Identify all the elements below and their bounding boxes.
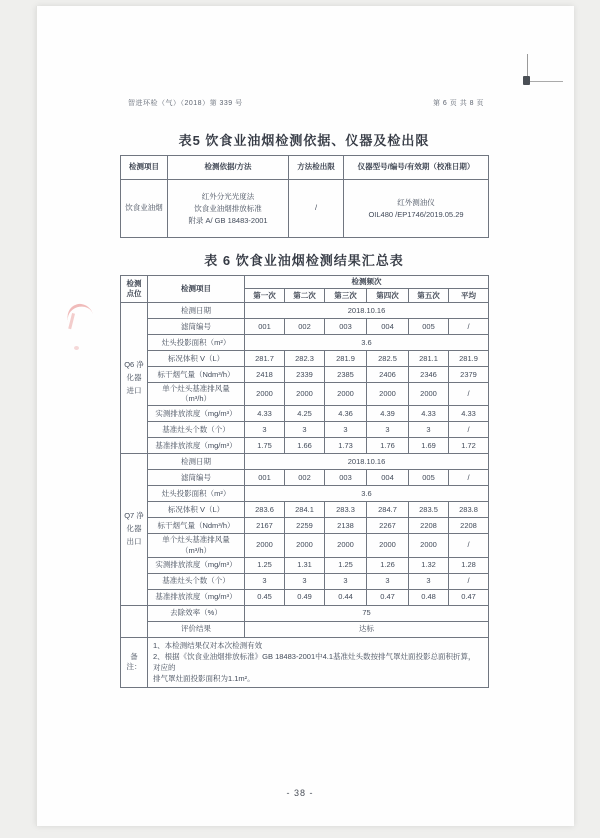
cell-value: 2385 — [325, 367, 367, 383]
table-row — [121, 470, 489, 486]
cell-value: 283.8 — [449, 502, 489, 518]
cell-value: / — [449, 470, 489, 486]
col-header-freq-5: 第五次 — [409, 289, 449, 303]
page-indicator: 第 6 页 共 8 页 — [432, 100, 484, 107]
table5-header-row — [121, 156, 489, 180]
table5-title: 表5 饮食业油烟检测依据、仪器及检出限 — [178, 133, 430, 148]
remark-line: 1、本检测结果仅对本次检测有效 — [153, 640, 263, 650]
cell-value: 281.9 — [325, 351, 367, 367]
cell-span-value: 3.6 — [245, 335, 489, 351]
cell-value: 4.33 — [409, 406, 449, 422]
cell-value: 2208 — [409, 518, 449, 534]
cell-value: 002 — [285, 470, 325, 486]
cell-value: 001 — [245, 319, 285, 335]
remark-text — [148, 637, 489, 687]
cell-value: 283.6 — [245, 502, 285, 518]
table6-body — [121, 303, 489, 606]
cell-evaluation-result: 达标 — [245, 621, 489, 637]
table-row — [121, 335, 489, 351]
cell-value: 1.69 — [409, 438, 449, 454]
col-header-item: 检测项目 — [121, 156, 168, 180]
cell-row-label: 标干烟气量（Ndm³/h） — [148, 518, 245, 534]
cell-value: 3 — [409, 422, 449, 438]
scan-artifact-horizontal-line — [527, 81, 563, 82]
table-row — [121, 621, 489, 637]
point-header-line: 检测 — [126, 278, 142, 288]
cell-value: 3 — [367, 422, 409, 438]
cell-value: 0.47 — [449, 589, 489, 605]
cell-value: 1.26 — [367, 557, 409, 573]
table-row — [121, 454, 489, 470]
footer-page-number: - 38 - — [286, 788, 314, 798]
cell-row-label: 灶头投影面积（m²） — [148, 335, 245, 351]
cell-value: 2000 — [285, 383, 325, 406]
cell-value: / — [449, 383, 489, 406]
col-header-frequency-group: 检测频次 — [245, 276, 489, 289]
table-row — [121, 438, 489, 454]
table-row — [121, 486, 489, 502]
cell-value: 001 — [245, 470, 285, 486]
cell-value: 4.33 — [449, 406, 489, 422]
table-row — [121, 406, 489, 422]
col-header-average: 平均 — [449, 289, 489, 303]
cell-value: 2418 — [245, 367, 285, 383]
instrument-line: OIL480 /EP1746/2019.05.29 — [368, 209, 464, 219]
cell-sampling-point — [121, 303, 148, 454]
cell-value: 1.73 — [325, 438, 367, 454]
point-header-line: 点位 — [126, 289, 142, 299]
cell-value: 283.5 — [409, 502, 449, 518]
cell-row-label: 标况体积 V（L） — [148, 351, 245, 367]
cell-value: 2000 — [325, 534, 367, 557]
table-row — [121, 319, 489, 335]
cell-value: 1.72 — [449, 438, 489, 454]
page-header — [120, 98, 488, 108]
cell-value: 282.5 — [367, 351, 409, 367]
document-content — [120, 98, 488, 688]
table5-detection-basis — [120, 155, 489, 238]
cell-value: 283.3 — [325, 502, 367, 518]
cell-detection-limit: / — [289, 180, 344, 238]
cell-value: 004 — [367, 470, 409, 486]
cell-span-value: 2018.10.16 — [245, 454, 489, 470]
cell-value: 284.1 — [285, 502, 325, 518]
cell-value: 281.7 — [245, 351, 285, 367]
cell-value: 1.31 — [285, 557, 325, 573]
cell-value: 3 — [245, 573, 285, 589]
cell-value: 0.45 — [245, 589, 285, 605]
table6-summary — [121, 605, 489, 687]
cell-value: 2000 — [245, 534, 285, 557]
cell-value: 2000 — [409, 534, 449, 557]
table-row — [121, 422, 489, 438]
cell-row-label: 基准排放浓度（mg/m³） — [148, 438, 245, 454]
cell-row-label: 标况体积 V（L） — [148, 502, 245, 518]
table-row — [121, 589, 489, 605]
sampling-point-line: Q6 净 — [124, 360, 144, 370]
cell-value: 2138 — [325, 518, 367, 534]
cell-row-label: 单个灶头基准排风量（m³/h） — [148, 534, 245, 557]
col-header-instrument: 仪器型号/编号/有效期（校准日期） — [344, 156, 489, 180]
cell-method — [168, 180, 289, 238]
cell-row-label: 单个灶头基准排风量（m³/h） — [148, 383, 245, 406]
sampling-point-line: 出口 — [126, 536, 142, 546]
cell-value: 0.47 — [367, 589, 409, 605]
table5-data-row — [121, 180, 489, 238]
sampling-point-line: Q7 净 — [124, 511, 144, 521]
cell-row-label: 实测排放浓度（mg/m³） — [148, 557, 245, 573]
table-row — [121, 518, 489, 534]
col-header-freq-4: 第四次 — [367, 289, 409, 303]
cell-value: 3 — [285, 573, 325, 589]
cell-row-label: 标干烟气量（Ndm³/h） — [148, 367, 245, 383]
table-row — [121, 351, 489, 367]
sampling-point-line: 化器 — [126, 372, 142, 382]
cell-value: 1.32 — [409, 557, 449, 573]
cell-value: 282.3 — [285, 351, 325, 367]
cell-instrument — [344, 180, 489, 238]
cell-value: 281.9 — [449, 351, 489, 367]
cell-value: 4.39 — [367, 406, 409, 422]
cell-value: 1.25 — [325, 557, 367, 573]
cell-value: 2167 — [245, 518, 285, 534]
sampling-point-line: 化器 — [126, 524, 142, 534]
cell-point-empty — [121, 605, 148, 637]
remark-label: 备注： — [121, 637, 148, 687]
cell-value: 3 — [367, 573, 409, 589]
col-header-freq-1: 第一次 — [245, 289, 285, 303]
cell-value: / — [449, 319, 489, 335]
cell-row-label: 灶头投影面积（m²） — [148, 486, 245, 502]
table-row — [121, 303, 489, 319]
cell-removal-efficiency: 75 — [245, 605, 489, 621]
table-row — [121, 557, 489, 573]
sampling-point-line: 进口 — [126, 385, 142, 395]
cell-item: 饮食业油烟 — [121, 180, 168, 238]
cell-value: / — [449, 534, 489, 557]
cell-value: 284.7 — [367, 502, 409, 518]
cell-value: 1.28 — [449, 557, 489, 573]
cell-row-label: 评价结果 — [148, 621, 245, 637]
table-row — [121, 573, 489, 589]
table-row — [121, 367, 489, 383]
cell-row-label: 实测排放浓度（mg/m³） — [148, 406, 245, 422]
cell-value: 4.25 — [285, 406, 325, 422]
col-header-point — [121, 276, 148, 303]
cell-value: 2346 — [409, 367, 449, 383]
remark-row — [121, 637, 489, 687]
cell-value: 003 — [325, 319, 367, 335]
cell-row-label: 滤筒编号 — [148, 319, 245, 335]
cell-value: 2267 — [367, 518, 409, 534]
cell-row-label: 去除效率（%） — [148, 605, 245, 621]
method-line: 红外分光光度法 — [201, 191, 255, 201]
cell-value: 2000 — [245, 383, 285, 406]
cell-row-label: 检测日期 — [148, 303, 245, 319]
method-line: 饮食业油烟排放标准 — [194, 203, 262, 213]
cell-value: 2406 — [367, 367, 409, 383]
report-number: 智进环检（气）（2018）第 339 号 — [128, 100, 243, 107]
cell-value: / — [449, 422, 489, 438]
table-row — [121, 383, 489, 406]
cell-value: 002 — [285, 319, 325, 335]
col-header-item: 检测项目 — [148, 276, 245, 303]
cell-value: 2000 — [367, 534, 409, 557]
cell-value: 003 — [325, 470, 367, 486]
cell-value: 1.76 — [367, 438, 409, 454]
cell-value: 4.33 — [245, 406, 285, 422]
col-header-freq-3: 第三次 — [325, 289, 367, 303]
cell-value: 2208 — [449, 518, 489, 534]
cell-value: 0.49 — [285, 589, 325, 605]
remark-line: 2、根据《饮食业油烟排放标准》GB 18483-2001中4.1基准灶头数按排气罩灶面投影总面积折算，对应的 — [153, 651, 476, 673]
cell-value: 4.36 — [325, 406, 367, 422]
table-row — [121, 605, 489, 621]
cell-value: 281.1 — [409, 351, 449, 367]
cell-row-label: 基准排放浓度（mg/m³） — [148, 589, 245, 605]
instrument-line: 红外测油仪 — [397, 197, 435, 207]
table6-header-row-1 — [121, 276, 489, 289]
table-row — [121, 534, 489, 557]
table-row — [121, 502, 489, 518]
cell-value: 3 — [325, 573, 367, 589]
cell-value: 2259 — [285, 518, 325, 534]
cell-value: 2339 — [285, 367, 325, 383]
cell-value: 3 — [325, 422, 367, 438]
cell-value: 2000 — [409, 383, 449, 406]
cell-value: 1.75 — [245, 438, 285, 454]
scan-artifact-mark — [523, 76, 530, 85]
remark-line: 排气罩灶面投影面积为1.1m²。 — [153, 674, 255, 684]
cell-value: 005 — [409, 319, 449, 335]
table6-title: 表 6 饮食业油烟检测结果汇总表 — [204, 253, 404, 268]
cell-sampling-point — [121, 454, 148, 605]
cell-value: 2000 — [325, 383, 367, 406]
col-header-method: 检测依据/方法 — [168, 156, 289, 180]
cell-value: 0.48 — [409, 589, 449, 605]
cell-row-label: 滤筒编号 — [148, 470, 245, 486]
cell-span-value: 3.6 — [245, 486, 489, 502]
cell-row-label: 检测日期 — [148, 454, 245, 470]
cell-value: 3 — [245, 422, 285, 438]
col-header-freq-2: 第二次 — [285, 289, 325, 303]
cell-value: 3 — [285, 422, 325, 438]
cell-value: 004 — [367, 319, 409, 335]
cell-value: 2000 — [285, 534, 325, 557]
table6-results-summary — [120, 275, 489, 688]
cell-row-label: 基准灶头个数（个） — [148, 422, 245, 438]
cell-value: 2379 — [449, 367, 489, 383]
cell-span-value: 2018.10.16 — [245, 303, 489, 319]
method-line: 附录 A/ GB 18483-2001 — [188, 215, 268, 225]
cell-value: 3 — [409, 573, 449, 589]
cell-value: 1.25 — [245, 557, 285, 573]
cell-value: 0.44 — [325, 589, 367, 605]
cell-value: 005 — [409, 470, 449, 486]
cell-row-label: 基准灶头个数（个） — [148, 573, 245, 589]
col-header-detection-limit: 方法检出限 — [289, 156, 344, 180]
cell-value: 2000 — [367, 383, 409, 406]
cell-value: / — [449, 573, 489, 589]
cell-value: 1.66 — [285, 438, 325, 454]
